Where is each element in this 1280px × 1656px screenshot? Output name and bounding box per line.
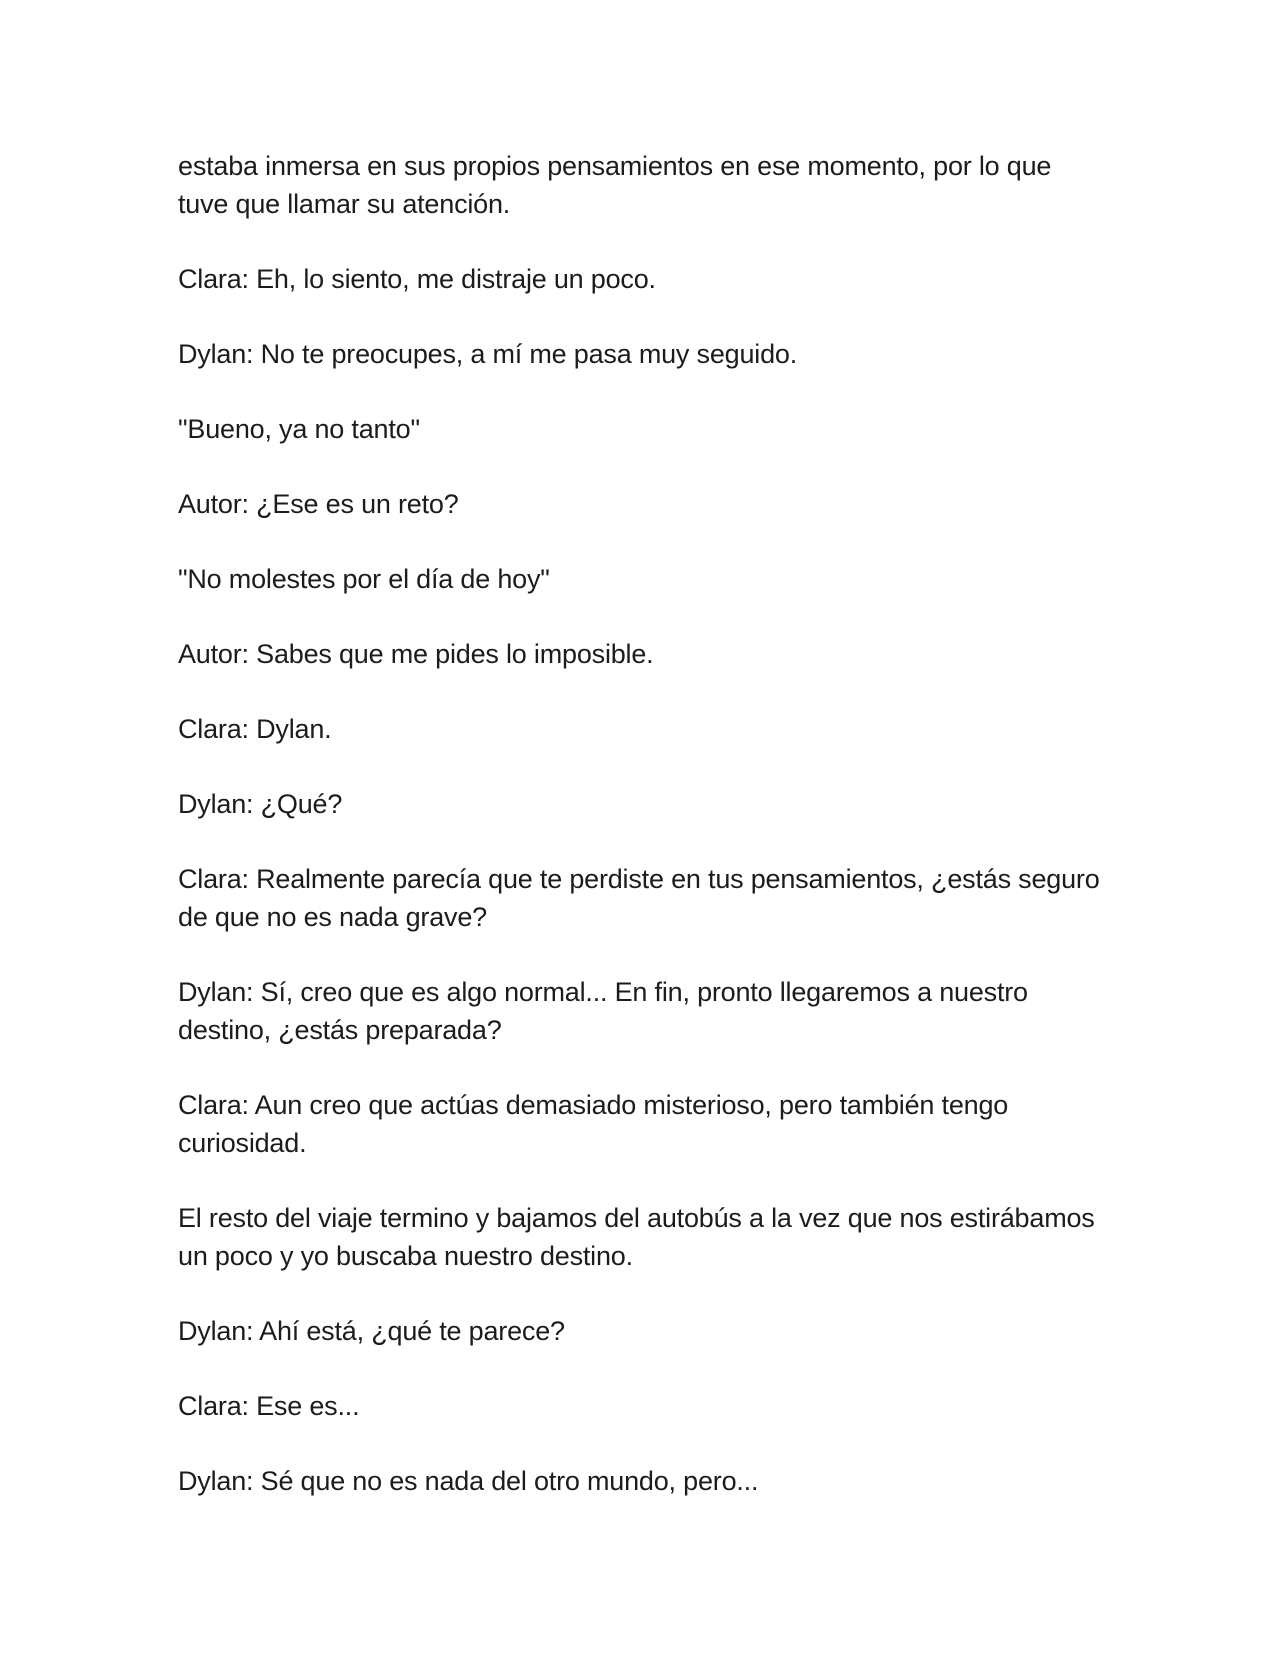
paragraph-dialogue-autor-1: Autor: ¿Ese es un reto?: [178, 489, 459, 519]
paragraph-dialogue-clara-4: Clara: Aun creo que actúas demasiado misterioso, pero también tengo curiosidad.: [178, 1090, 1009, 1158]
paragraph-dialogue-autor-2: Autor: Sabes que me pides lo imposible.: [178, 639, 654, 669]
paragraph-dialogue-dylan-2: Dylan: ¿Qué?: [178, 789, 343, 819]
paragraph-quote-2: "No molestes por el día de hoy": [178, 564, 550, 594]
paragraph-dialogue-clara-5: Clara: Ese es...: [178, 1391, 360, 1421]
paragraph-dialogue-clara-1: Clara: Eh, lo siento, me distraje un poco.: [178, 264, 656, 294]
paragraph-dialogue-clara-2: Clara: Dylan.: [178, 714, 332, 744]
document-body: [178, 147, 1108, 1537]
paragraph-narration-1: estaba inmersa en sus propios pensamientos en ese momento, por lo que tuve que llamar su atención.: [178, 151, 1052, 219]
paragraph-dialogue-dylan-5: Dylan: Sé que no es nada del otro mundo, pero...: [178, 1466, 759, 1496]
paragraph-narration-2: El resto del viaje termino y bajamos del autobús a la vez que nos estirábamos un poco y yo buscaba nuestro destino.: [178, 1203, 1095, 1271]
paragraph-dialogue-clara-3: Clara: Realmente parecía que te perdiste en tus pensamientos, ¿estás seguro de que no es nada grave?: [178, 864, 1100, 932]
paragraph-dialogue-dylan-1: Dylan: No te preocupes, a mí me pasa muy seguido.: [178, 339, 798, 369]
paragraph-dialogue-dylan-3: Dylan: Sí, creo que es algo normal... En fin, pronto llegaremos a nuestro destino, ¿estás preparada?: [178, 977, 1028, 1045]
paragraph-quote-1: "Bueno, ya no tanto": [178, 414, 420, 444]
paragraph-dialogue-dylan-4: Dylan: Ahí está, ¿qué te parece?: [178, 1316, 565, 1346]
